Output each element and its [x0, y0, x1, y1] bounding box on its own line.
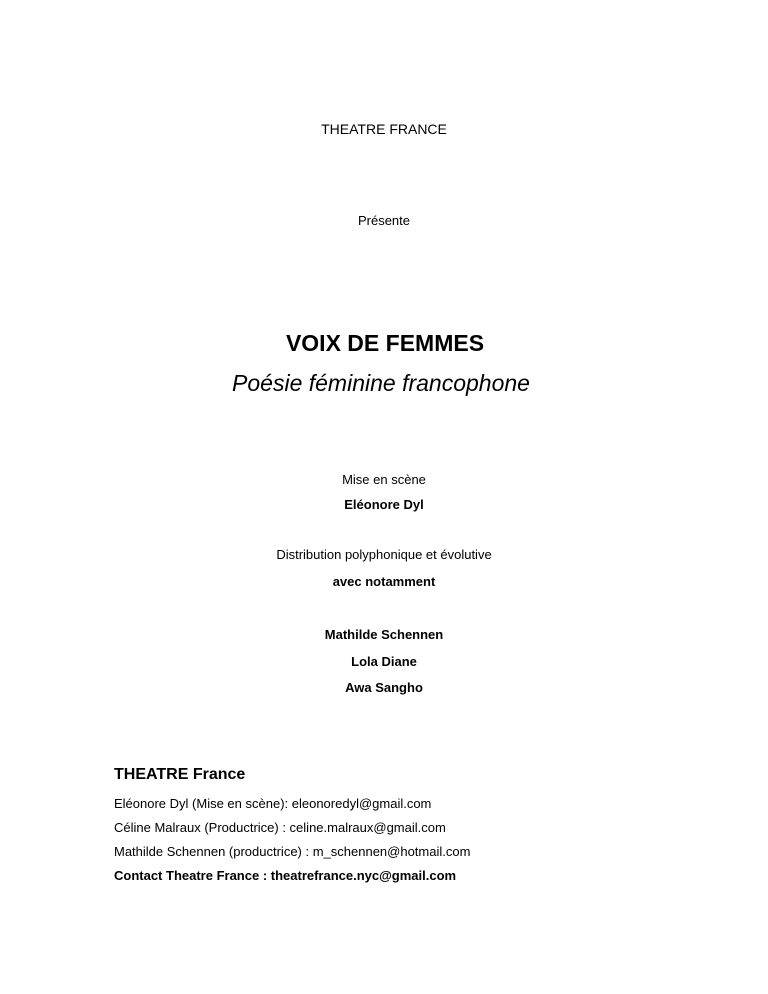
contact-block [114, 764, 734, 888]
presents-label: Présente [357, 213, 411, 228]
contact-line: Céline Malraux (Productrice) : celine.malraux@gmail.com [114, 820, 446, 835]
distribution-intro: avec notamment [332, 574, 436, 589]
show-title: VOIX DE FEMMES [285, 330, 485, 356]
cast-member: Mathilde Schennen [324, 627, 444, 642]
contact-heading: THEATRE France [114, 766, 246, 783]
main-contact-line: Contact Theatre France : theatrefrance.nyc@gmail.com [114, 868, 457, 883]
contact-line: Mathilde Schennen (productrice) : m_schennen@hotmail.com [114, 844, 471, 859]
contact-line: Eléonore Dyl (Mise en scène): eleonoredyl@gmail.com [114, 796, 432, 811]
show-subtitle: Poésie féminine francophone [232, 370, 530, 396]
direction-label: Mise en scène [342, 472, 426, 487]
cast-member: Lola Diane [351, 654, 417, 669]
director-name: Eléonore Dyl [344, 497, 424, 512]
organization-name: THEATRE FRANCE [321, 121, 447, 137]
cast-member: Awa Sangho [345, 680, 423, 695]
distribution-label: Distribution polyphonique et évolutive [276, 547, 492, 562]
